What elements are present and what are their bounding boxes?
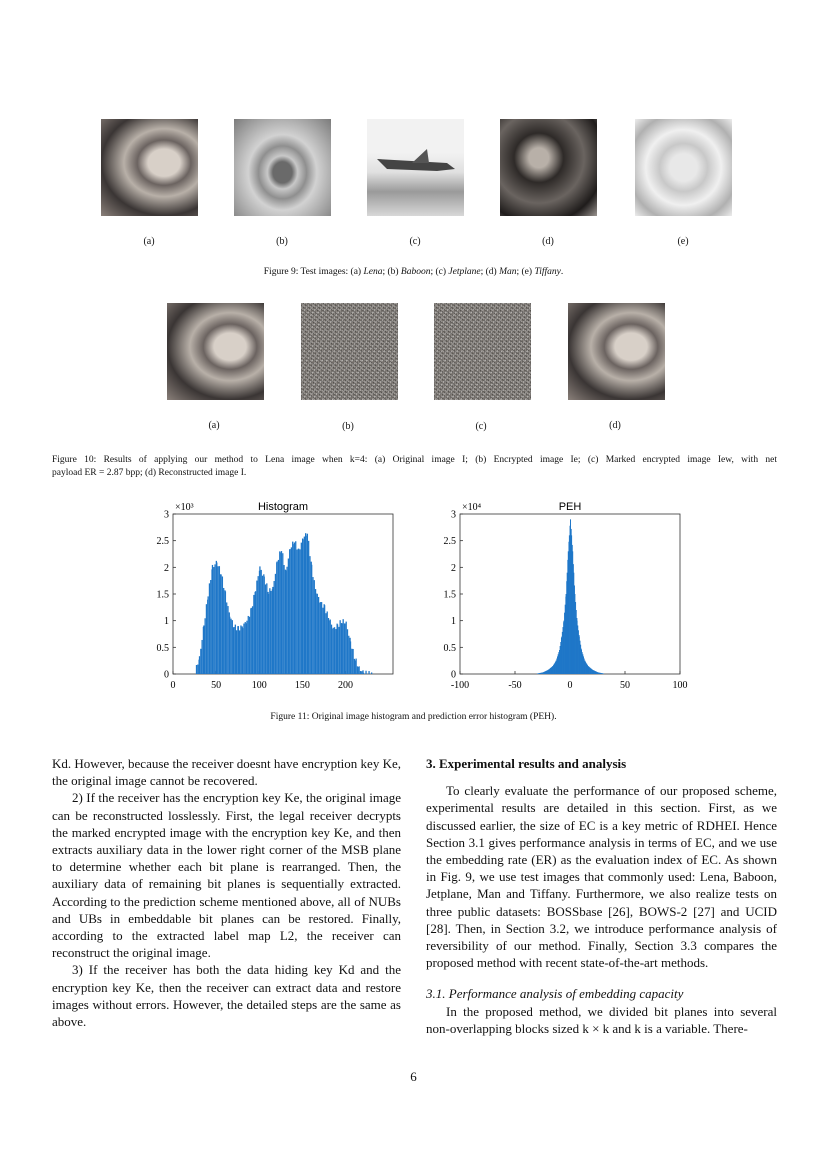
histogram-bar (368, 671, 369, 674)
histogram-bar (268, 594, 269, 674)
histogram-bar (307, 534, 308, 674)
lena-image (101, 119, 198, 216)
histogram-bar (261, 570, 262, 674)
histogram-bar (259, 566, 260, 674)
right-column (426, 755, 777, 1037)
histogram-bar (363, 673, 364, 674)
histogram-bar (330, 620, 331, 674)
fig9-label-a: (a) (143, 236, 155, 247)
histogram-bar (222, 576, 223, 674)
histogram-bar (216, 562, 217, 674)
histogram-bar (258, 576, 259, 674)
tiffany-image (635, 119, 732, 216)
histogram-bar (357, 666, 358, 674)
histogram-bar (291, 547, 292, 674)
histogram-bar (309, 556, 310, 674)
histogram-bar (325, 613, 326, 674)
histogram-bar (252, 606, 253, 674)
y-tick-label: 0.5 (156, 642, 169, 654)
histogram-bar (266, 583, 267, 674)
histogram-bar (274, 581, 275, 674)
histogram-bar (243, 624, 244, 674)
reconstructed-image (568, 303, 665, 400)
histogram-bar (212, 565, 213, 674)
histogram-bar (203, 625, 204, 674)
right-paragraph-2: In the proposed method, we divided bit planes into several non-overlapping blocks sized k × k and k is a variable. There- (426, 1003, 777, 1036)
y-tick-label: 2.5 (443, 536, 456, 548)
histogram-bar (327, 611, 328, 674)
fig9-label-d: (d) (542, 236, 554, 247)
histogram-bar (361, 671, 362, 674)
original-image (167, 303, 264, 400)
y-tick-label: 1.5 (156, 589, 169, 601)
histogram-bar (275, 574, 276, 674)
x-tick-label: 100 (251, 680, 267, 691)
histogram-bar (337, 625, 338, 674)
y-tick-label: 3 (451, 509, 456, 521)
histogram-bar (249, 617, 250, 674)
histogram-bar (230, 619, 231, 674)
histogram-bar (270, 591, 271, 674)
histogram-bar (321, 602, 322, 674)
histogram-bar (248, 616, 249, 674)
histogram-bar (223, 588, 224, 674)
histogram-bar (197, 665, 198, 674)
histogram-bar (201, 640, 202, 674)
histogram-bar (335, 629, 336, 674)
y-tick-label: 0.5 (443, 642, 456, 654)
histogram-bar (235, 625, 236, 674)
histogram-bar (352, 649, 353, 674)
chart-title-0: Histogram (257, 501, 309, 513)
histogram-bar (256, 581, 257, 674)
histogram-bar (308, 541, 309, 674)
histogram-bar (277, 561, 278, 674)
histogram-bar (603, 673, 604, 674)
histogram-bar (236, 630, 237, 674)
histogram-bar (199, 656, 200, 674)
chart-multiplier-1: ×10⁴ (462, 502, 482, 513)
histogram-bar (343, 619, 344, 674)
histogram-bar (279, 551, 280, 674)
y-tick-label: 0 (164, 669, 169, 681)
x-tick-label: -100 (450, 680, 470, 691)
histogram-bar (262, 576, 263, 674)
histogram-bar (292, 542, 293, 674)
histogram-bar (227, 606, 228, 674)
subsection-heading: 3.1. Performance analysis of embedding capacity (426, 986, 684, 1002)
histogram-bar (358, 666, 359, 674)
histogram-bar (219, 566, 220, 674)
histogram-bar (264, 577, 265, 674)
histogram-bar (213, 567, 214, 674)
histogram-bar (350, 641, 351, 674)
histogram-bar (328, 621, 329, 674)
histogram-bar (338, 627, 339, 674)
y-tick-label: 1 (451, 616, 456, 628)
histogram-bar (322, 608, 323, 674)
x-tick-label: 100 (672, 680, 688, 691)
histogram-bar (251, 608, 252, 674)
histogram-bar (239, 630, 240, 674)
histogram-bar (348, 636, 349, 674)
histogram-bar (255, 591, 256, 674)
histogram-bar (301, 543, 302, 674)
histogram-bar (317, 594, 318, 674)
histogram-bar (288, 559, 289, 674)
histogram-bar (312, 577, 313, 674)
histogram-bar (210, 580, 211, 674)
section-heading: 3. Experimental results and analysis (426, 756, 627, 771)
histogram-bar (225, 591, 226, 674)
left-paragraph-1: Kd. However, because the receiver doesnt have encryption key Ke, the original image cannot be recovered. (52, 756, 401, 789)
jetplane-image (367, 119, 464, 216)
histogram-bar (285, 570, 286, 674)
histogram-bar (320, 602, 321, 674)
fig10-label-c: (c) (475, 421, 487, 432)
histogram-bar (214, 564, 215, 674)
histogram-bar (278, 560, 279, 674)
histogram-bar (360, 671, 361, 674)
figure-11-charts (140, 496, 700, 696)
x-tick-label: 0 (567, 680, 573, 691)
histogram-bar (296, 550, 297, 674)
histogram-bar (365, 671, 366, 674)
page-number: 6 (410, 1069, 417, 1084)
histogram-bar (229, 617, 230, 674)
histogram-bar (324, 605, 325, 674)
fig9-label-c: (c) (409, 236, 421, 247)
man-image (500, 119, 597, 216)
histogram-bar (272, 587, 273, 674)
right-paragraph-1: To clearly evaluate the performance of our proposed scheme, experimental results are detailed in this section. First, as we discussed earlier, the size of EC is a key metric of RDHEI. Hence Section 3.1 gives performance analysis in terms of EC, and we use the embedding rate (ER) as the evaluation index of EC. As shown in Fig. 9, we use test images that commonly used: Lena, Baboon, Jetplane, Man and Tiffany. Furthermore, we also realize tests on three public datasets: BOSSbase [26], BOWS-2 [27] and UCID [28]. Then, in Section 3.2, we introduce performance analysis of reversibility of our method. Finally, Section 3.3 compares the proposed method with recent state-of-the-art methods. (426, 783, 777, 971)
histogram-bar (220, 574, 221, 674)
figure-9-caption: Figure 9: Test images: (a) Lena; (b) Baboon; (c) Jetplane; (d) Man; (e) Tiffany. (263, 267, 564, 277)
histogram-bar (314, 580, 315, 674)
x-tick-label: 0 (170, 680, 176, 691)
histogram-bar (282, 553, 283, 674)
histogram-bar (253, 595, 254, 674)
y-tick-label: 2 (451, 562, 456, 574)
x-tick-label: 200 (338, 680, 354, 691)
figure-11-caption: Figure 11: Original image histogram and prediction error histogram (PEH). (270, 712, 557, 722)
x-tick-label: 150 (294, 680, 310, 691)
histogram-bar (281, 551, 282, 674)
histogram-bar (200, 649, 201, 674)
histogram-bar (269, 588, 270, 674)
histogram-bar (331, 625, 332, 674)
histogram-bar (304, 537, 305, 674)
histogram-bar (286, 567, 287, 674)
histogram-bar (333, 628, 334, 674)
encrypted-image (301, 303, 398, 400)
histogram-bar (311, 565, 312, 674)
fig9-label-b: (b) (276, 236, 288, 247)
histogram-bar (344, 623, 345, 674)
histogram-bar (217, 566, 218, 674)
histogram-bar (206, 604, 207, 674)
histogram-bar (346, 622, 347, 674)
histogram-bar (240, 625, 241, 674)
histogram-bar (347, 629, 348, 674)
histogram-bar (294, 543, 295, 674)
histogram-bar (232, 620, 233, 674)
histogram-bar (334, 627, 335, 674)
histogram-bar (265, 584, 266, 674)
histogram-bar (315, 593, 316, 674)
y-tick-label: 1 (164, 616, 169, 628)
histogram-bar (371, 672, 372, 674)
histogram-bar (302, 539, 303, 674)
histogram-bar (245, 622, 246, 674)
histogram-bar (351, 649, 352, 674)
left-paragraph-2: 2) If the receiver has the encryption key Ke, the original image can be reconstructed losslessly. First, the legal receiver decrypts the marked encrypted image with the encryption key Ke, and then extracts auxiliary data in the lower right corner of the MSB plane to determine whether each bit plane is rearranged. Then, the auxiliary data of remaining bit planes is sequentially extracted. According to the prediction scheme mentioned above, all of NUBs and UBs in embeddable bit planes can be restored. Finally, according to the extracted label map L2, the receiver can reconstruct the original image. (52, 790, 401, 961)
histogram-bar (354, 660, 355, 674)
histogram-bar (289, 549, 290, 674)
histogram-bar (295, 541, 296, 674)
histogram-bar (341, 623, 342, 674)
marked-encrypted-image (434, 303, 531, 400)
y-tick-label: 2.5 (156, 536, 169, 548)
y-tick-label: 1.5 (443, 589, 456, 601)
histogram-bar (226, 602, 227, 674)
histogram-bar (196, 665, 197, 674)
y-tick-label: 2 (164, 562, 169, 574)
histogram-bar (246, 621, 247, 674)
y-tick-label: 3 (164, 509, 169, 521)
jet-icon (367, 119, 464, 216)
histogram-bar (299, 549, 300, 674)
histogram-bar (238, 626, 239, 674)
left-column (52, 755, 401, 1030)
fig10-label-a: (a) (208, 420, 220, 431)
chart-title-1: PEH (558, 501, 582, 513)
histogram-bar (305, 533, 306, 674)
histogram-bar (283, 565, 284, 674)
x-tick-label: 50 (211, 680, 222, 691)
fig10-label-d: (d) (609, 420, 621, 431)
histogram-bar (318, 597, 319, 674)
chart-multiplier-0: ×10³ (175, 502, 194, 513)
x-tick-label: 50 (620, 680, 630, 691)
histogram-bar (298, 549, 299, 674)
fig9-label-e: (e) (677, 236, 689, 247)
baboon-image (234, 119, 331, 216)
histogram-bar (209, 583, 210, 674)
left-paragraph-3: 3) If the receiver has both the data hiding key Kd and the encryption key Ke, then the receiver can extract data and restore images without errors. However, the detailed steps are the same as above. (52, 962, 401, 1030)
histogram-bar (204, 618, 205, 674)
fig10-label-b: (b) (342, 421, 354, 432)
figure-10-caption: Figure 10: Results of applying our method to Lena image when k=4: (a) Original image I; (b) Encrypted image Ie; (c) Marked encrypted image Iew, with net payload ER = 2.87 bpp; (d) Reconstructed image I. (52, 455, 777, 478)
histogram-bar (233, 627, 234, 674)
histogram-bar (242, 628, 243, 674)
y-tick-label: 0 (451, 669, 456, 681)
histogram-bar (340, 620, 341, 674)
histogram-bar (355, 659, 356, 674)
x-tick-label: -50 (508, 680, 522, 691)
histogram-bar (208, 596, 209, 674)
